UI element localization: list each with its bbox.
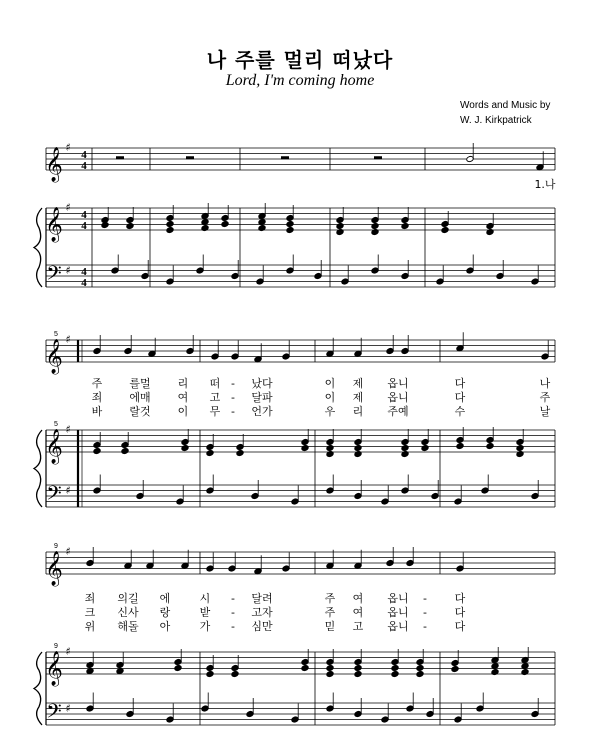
lyric-syllable: 크: [84, 606, 96, 619]
lyric-syllable: 옵니: [387, 606, 409, 619]
chord-note-head: [336, 222, 344, 229]
lyric-syllable: 제: [352, 377, 364, 390]
chord-note-head: [354, 664, 362, 671]
rest: [186, 156, 194, 159]
lyric-syllable: 났다: [251, 377, 273, 390]
song-subtitle: Lord, I'm coming home: [225, 72, 375, 89]
chord-note-head: [416, 664, 424, 671]
chord-note-head: [206, 670, 214, 677]
time-signature-bottom: 4: [81, 220, 87, 232]
chord-note-head: [421, 444, 429, 451]
lyric-syllable: 리: [177, 377, 189, 390]
lyric-syllable: 다: [454, 606, 466, 619]
lyric-syllable: 랄것: [129, 405, 151, 418]
lyric-syllable: 주: [324, 606, 336, 619]
lyric-syllable: 받: [199, 606, 211, 619]
lyric-syllable: 에: [159, 592, 171, 605]
chord-note-head: [401, 222, 409, 229]
bass-clef: 𝄢: [46, 481, 62, 510]
lyric-syllable: 여: [352, 592, 364, 605]
lyric-syllable: 시: [199, 592, 211, 605]
lyric-syllable: 날: [539, 405, 551, 418]
lyric-syllable: 옵니: [387, 592, 409, 605]
key-signature-sharp: ♯: [65, 484, 71, 497]
rest: [116, 156, 124, 159]
lyric-syllable: 옵니: [387, 391, 409, 404]
chord-note-head: [486, 442, 494, 449]
lyric-syllable: 해돌: [117, 620, 139, 633]
chord-note-head: [326, 664, 334, 671]
lyric-syllable: 바: [91, 405, 103, 418]
treble-clef: 𝄞: [45, 147, 63, 182]
lyric-syllable: 옵니: [387, 377, 409, 390]
lyric-syllable: 리: [352, 405, 364, 418]
lyric-syllable: 달려: [251, 592, 273, 605]
lyric-syllable: 를멀: [129, 377, 151, 390]
key-signature-sharp: ♯: [65, 333, 71, 346]
lyric-syllable: 주: [324, 592, 336, 605]
lyric-syllable: 달파: [251, 391, 273, 404]
chord-note-head: [166, 226, 174, 233]
lyric-syllable: -: [231, 620, 235, 633]
lyric-syllable: 언가: [251, 405, 273, 418]
chord-note-head: [416, 670, 424, 677]
song-title: 나 주를 멀리 떠났다: [206, 48, 394, 72]
lyric-syllable: 나: [539, 377, 551, 390]
measure-number: 5: [54, 331, 58, 338]
time-signature-bottom: 4: [81, 160, 87, 172]
lyric-syllable: 고: [209, 391, 221, 404]
lyric-syllable: 고자: [251, 606, 273, 619]
lyric-syllable: -: [231, 377, 235, 390]
chord-note-head: [221, 220, 229, 227]
chord-note-head: [93, 447, 101, 454]
chord-note-head: [286, 226, 294, 233]
chord-note-head: [456, 442, 464, 449]
lyric-syllable: 죄: [91, 391, 103, 404]
lyric-syllable: 무: [209, 405, 221, 418]
chord-note-head: [236, 449, 244, 456]
chord-note-head: [301, 444, 309, 451]
time-signature-bottom: 4: [81, 277, 87, 289]
chord-note-head: [286, 220, 294, 227]
lyric-syllable: -: [423, 592, 427, 605]
chord-note-head: [201, 224, 209, 231]
lyric-syllable: -: [231, 606, 235, 619]
lyric-syllable: 여: [177, 391, 189, 404]
lyric-syllable: 고: [352, 620, 364, 633]
lyric-syllable: 이: [324, 391, 336, 404]
chord-note-head: [391, 664, 399, 671]
lyric-syllable: 심만: [251, 620, 273, 633]
piano-brace: [34, 430, 42, 507]
lyric-syllable: 다: [454, 377, 466, 390]
lyric-syllable: 가: [199, 620, 211, 633]
chord-note-head: [181, 444, 189, 451]
lyric-syllable: -: [423, 620, 427, 633]
chord-note-head: [354, 670, 362, 677]
chord-note-head: [441, 226, 449, 233]
lyric-syllable: 아: [159, 620, 171, 633]
pickup-lyric: 1.나: [534, 178, 556, 191]
bass-clef: 𝄢: [46, 261, 62, 290]
lyric-syllable: 랑: [159, 606, 171, 619]
lyric-syllable: 여: [352, 606, 364, 619]
key-signature-sharp: ♯: [65, 545, 71, 558]
lyric-syllable: 주: [539, 391, 551, 404]
lyric-syllable: -: [423, 606, 427, 619]
key-signature-sharp: ♯: [65, 702, 71, 715]
lyric-syllable: -: [231, 391, 235, 404]
chord-note-head: [206, 449, 214, 456]
chord-note-head: [486, 228, 494, 235]
lyric-syllable: 떠: [209, 377, 221, 390]
treble-clef: 𝄞: [45, 207, 63, 242]
chord-note-head: [126, 222, 134, 229]
chord-note-head: [326, 450, 334, 457]
time-signature-top: 4: [81, 149, 87, 161]
time-signature-top: 4: [81, 209, 87, 221]
chord-note-head: [491, 668, 499, 675]
chord-note-head: [401, 444, 409, 451]
key-signature-sharp: ♯: [65, 141, 71, 154]
lyric-syllable: 다: [454, 391, 466, 404]
lyric-syllable: 이: [177, 405, 189, 418]
rest: [281, 156, 289, 159]
key-signature-sharp: ♯: [65, 264, 71, 277]
chord-note-head: [521, 668, 529, 675]
chord-note-head: [451, 665, 459, 672]
lyric-syllable: 주예: [387, 405, 409, 418]
key-signature-sharp: ♯: [65, 423, 71, 436]
lyric-syllable: 위: [84, 620, 96, 633]
treble-clef: 𝄞: [45, 339, 63, 374]
lyric-syllable: 주: [91, 377, 103, 390]
chord-note-head: [371, 222, 379, 229]
chord-note-head: [354, 450, 362, 457]
measure-number: 9: [54, 643, 58, 650]
time-signature-top: 4: [81, 266, 87, 278]
lyric-syllable: 에매: [129, 391, 151, 404]
chord-note-head: [371, 228, 379, 235]
chord-note-head: [516, 450, 524, 457]
measure-number: 5: [54, 421, 58, 428]
key-signature-sharp: ♯: [65, 201, 71, 214]
credit-line-1: Words and Music by: [460, 100, 551, 111]
chord-note-head: [326, 444, 334, 451]
lyric-syllable: 의길: [117, 592, 139, 605]
key-signature-sharp: ♯: [65, 645, 71, 658]
chord-note-head: [174, 664, 182, 671]
lyric-syllable: 우: [324, 405, 336, 418]
lyric-syllable: 다: [454, 620, 466, 633]
treble-clef: 𝄞: [45, 651, 63, 686]
chord-note-head: [516, 444, 524, 451]
lyric-syllable: 제: [352, 391, 364, 404]
chord-note-head: [121, 447, 129, 454]
rest: [374, 156, 382, 159]
chord-note-head: [326, 670, 334, 677]
lyric-syllable: -: [231, 405, 235, 418]
lyric-syllable: -: [231, 592, 235, 605]
lyric-syllable: 다: [454, 592, 466, 605]
chord-note-head: [258, 224, 266, 231]
chord-note-head: [354, 444, 362, 451]
lyric-syllable: 이: [324, 377, 336, 390]
lyric-syllable: 죄: [84, 592, 96, 605]
piano-brace: [34, 208, 42, 287]
lyric-syllable: 수: [454, 405, 466, 418]
measure-number: 9: [54, 543, 58, 550]
treble-clef: 𝄞: [45, 551, 63, 586]
chord-note-head: [231, 670, 239, 677]
lyric-syllable: 믿: [324, 620, 336, 633]
lyric-syllable: 신사: [117, 606, 139, 619]
chord-note-head: [401, 450, 409, 457]
treble-clef: 𝄞: [45, 429, 63, 464]
lyric-syllable: 옵니: [387, 620, 409, 633]
piano-brace: [34, 652, 42, 725]
bass-clef: 𝄢: [46, 699, 62, 728]
credit-line-2: W. J. Kirkpatrick: [460, 115, 532, 126]
chord-note-head: [336, 228, 344, 235]
chord-note-head: [391, 670, 399, 677]
chord-note-head: [166, 220, 174, 227]
chord-note-head: [301, 664, 309, 671]
